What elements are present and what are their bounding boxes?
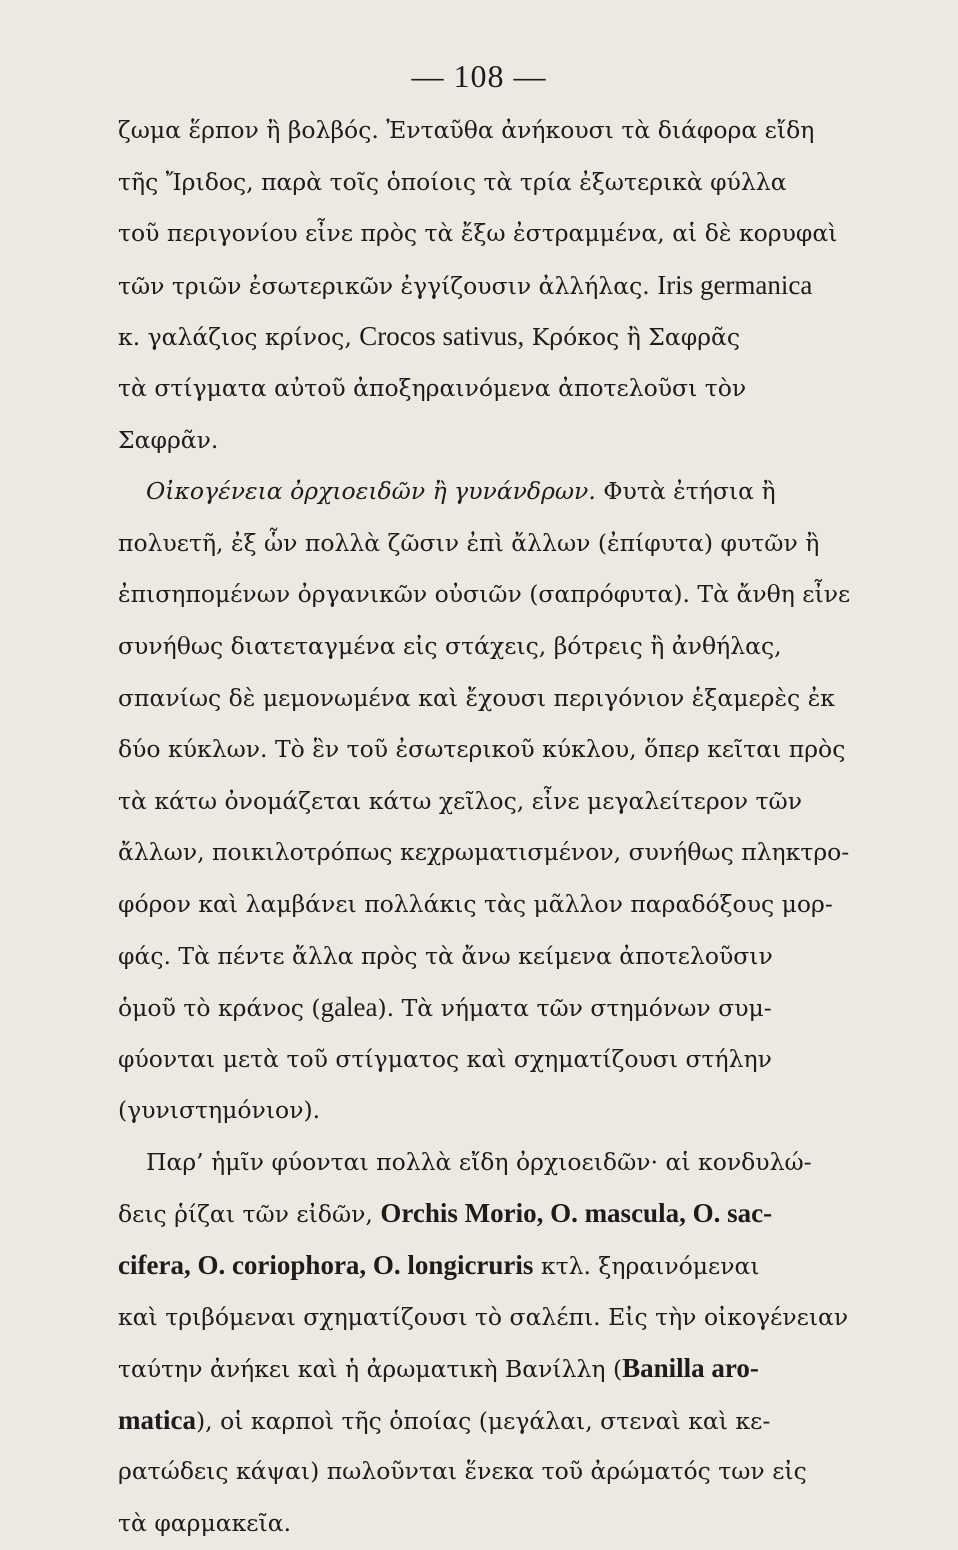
text-span: τῶν τριῶν ἐσωτερικῶν ἐγγίζουσιν ἀλλήλας. bbox=[118, 271, 658, 300]
text-line bbox=[118, 1240, 896, 1292]
family-heading: Οἰκογένεια ὀρχιοειδῶν ἢ γυνάνδρων. bbox=[146, 477, 596, 506]
text-line: ρατώδεις κάψαι) πωλοῦνται ἕνεκα τοῦ ἀρώματός των εἰς bbox=[118, 1457, 807, 1486]
text-line bbox=[118, 466, 896, 518]
page-number: — 108 — bbox=[411, 58, 547, 94]
text-line: ζωμα ἕρπον ἢ βολβός. Ἐνταῦθα ἀνήκουσι τὰ διάφορα εἴδη bbox=[118, 116, 815, 144]
text-span: κ. γαλάζιος κρίνος, bbox=[118, 323, 360, 352]
text-line bbox=[118, 1395, 896, 1447]
latin-species-name: cifera, O. coriophora, O. longicruris bbox=[118, 1250, 534, 1281]
latin-species-name: Crocos sativus, bbox=[359, 321, 525, 352]
text-span: ὁμοῦ τὸ κράνος ( bbox=[118, 994, 321, 1023]
text-line bbox=[118, 311, 896, 363]
text-line: τοῦ περιγονίου εἶνε πρὸς τὰ ἔξω ἐστραμμένα, αἱ δὲ κορυφαὶ bbox=[118, 219, 838, 248]
text-line: τὰ στίγματα αὐτοῦ ἀποξηραινόμενα ἀποτελοῦσι τὸν bbox=[118, 373, 747, 402]
latin-species-name: Banilla aro- bbox=[622, 1353, 759, 1384]
text-span: ). Τὰ νήματα τῶν στημόνων συμ- bbox=[377, 994, 772, 1023]
text-span: κτλ. ξηραινόμεναι bbox=[533, 1252, 760, 1281]
text-span: Κρόκος ἢ Σαφρᾶς bbox=[524, 323, 741, 352]
text-line: συνήθως διατεταγμένα εἰς στάχεις, βότρεις ἢ ἀνθήλας, bbox=[118, 631, 782, 660]
text-line: πολυετῆ, ἐξ ὧν πολλὰ ζῶσιν ἐπὶ ἄλλων (ἐπίφυτα) φυτῶν ἢ bbox=[118, 528, 820, 557]
body-text bbox=[118, 105, 896, 1550]
text-span: Φυτὰ ἐτήσια ἢ bbox=[595, 477, 776, 506]
text-line bbox=[118, 1343, 896, 1395]
text-line: Παρ’ ἡμῖν φύονται πολλὰ εἴδη ὀρχιοειδῶν· αἱ κονδυλώ- bbox=[146, 1147, 812, 1176]
text-span: δεις ῥίζαι τῶν εἰδῶν, bbox=[118, 1200, 381, 1229]
latin-species-name: Orchis Morio, O. mascula, O. sac- bbox=[380, 1198, 773, 1229]
text-line: ἄλλων, ποικιλοτρόπως κεχρωματισμένον, συνήθως πληκτρο- bbox=[118, 838, 850, 867]
text-line: τὰ κάτω ὀνομάζεται κάτω χεῖλος, εἶνε μεγαλείτερον τῶν bbox=[118, 786, 802, 815]
text-line: ἐπισηπομένων ὀργανικῶν οὐσιῶν (σαπρόφυτα). Τὰ ἄνθη εἶνε bbox=[118, 580, 851, 609]
text-line: φύονται μετὰ τοῦ στίγματος καὶ σχηματίζουσι στήλην bbox=[118, 1044, 772, 1073]
text-span: ταύτην ἀνήκει καὶ ἡ ἀρωματικὴ Βανίλλη ( bbox=[118, 1355, 623, 1384]
text-line: (γυνιστημόνιον). bbox=[118, 1096, 321, 1125]
text-line: τῆς Ἴριδος, παρὰ τοῖς ὁποίοις τὰ τρία ἐξωτερικὰ φύλλα bbox=[118, 167, 787, 196]
text-line: σπανίως δὲ μεμονωμένα καὶ ἔχουσι περιγόνιον ἑξαμερὲς ἐκ bbox=[118, 683, 835, 712]
text-line bbox=[118, 1188, 896, 1240]
text-line bbox=[118, 260, 896, 312]
latin-species-name: matica bbox=[118, 1404, 196, 1435]
latin-species-name: Iris germanica bbox=[657, 269, 813, 300]
text-span: ), οἱ καρποὶ τῆς ὁποίας (μεγάλαι, στεναὶ καὶ κε- bbox=[195, 1406, 771, 1435]
latin-term: galea bbox=[320, 992, 378, 1023]
text-line bbox=[118, 982, 896, 1034]
text-line: Σαφρᾶν. bbox=[118, 425, 219, 454]
text-line: φόρον καὶ λαμβάνει πολλάκις τὰς μᾶλλον παραδόξους μορ- bbox=[118, 889, 833, 918]
text-line: τὰ φαρμακεῖα. bbox=[118, 1509, 292, 1538]
text-line: φάς. Τὰ πέντε ἄλλα πρὸς τὰ ἄνω κείμενα ἀποτελοῦσιν bbox=[118, 941, 773, 970]
text-line: δύο κύκλων. Τὸ ἓν τοῦ ἐσωτερικοῦ κύκλου, ὅπερ κεῖται πρὸς bbox=[118, 735, 846, 764]
text-line: καὶ τριβόμεναι σχηματίζουσι τὸ σαλέπι. Εἰς τὴν οἰκογένειαν bbox=[118, 1302, 849, 1331]
